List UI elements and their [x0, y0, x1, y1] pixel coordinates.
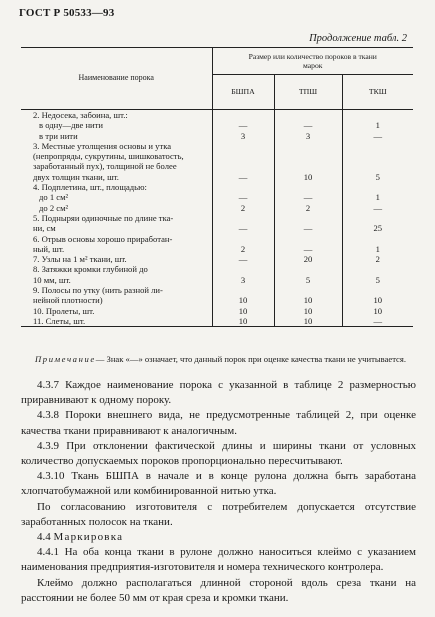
- value-tksh: 25: [373, 223, 383, 234]
- table-row: [21, 141, 413, 151]
- value-tksh: 5: [375, 274, 380, 285]
- table-row: [21, 192, 413, 202]
- table-row: [21, 151, 413, 161]
- defect-name: 11. Слеты, шт.: [21, 316, 212, 327]
- column-header-tpsh: ТПШ: [274, 75, 342, 110]
- value-tksh: 1: [375, 243, 380, 254]
- value-bshpa: 3: [212, 131, 274, 141]
- value-bshpa: —: [212, 120, 274, 130]
- document-header: ГОСТ Р 50533—93: [19, 7, 115, 19]
- value-tpsh: [274, 161, 342, 171]
- value-tksh: [342, 285, 413, 295]
- value-bshpa: —: [212, 192, 274, 202]
- table-row: [21, 172, 413, 182]
- value-bshpa: —: [212, 254, 274, 264]
- value-tpsh: 3: [274, 131, 342, 141]
- value-tksh: [342, 213, 413, 223]
- defect-name: нейной плотности): [21, 295, 212, 305]
- table-row: [21, 110, 413, 121]
- table-note: [21, 354, 413, 365]
- value-bshpa: [212, 285, 274, 295]
- defect-name: 9. Полосы по утку (нить разной ли-: [21, 285, 212, 295]
- value-tpsh: [274, 151, 342, 161]
- table-row: [21, 264, 413, 274]
- paragraph-4-3-10: 4.3.10 Ткань БШПА в начале и в конце рулона должна быть заработана хлопчатобумажной или комбинированной нитью утка.: [21, 470, 416, 498]
- body-text: [21, 378, 416, 606]
- value-bshpa: [212, 161, 274, 171]
- paragraph-4-3-7: 4.3.7 Каждое наименование порока с указанной в таблице 2 размерностью приравнивают к одному пороку.: [21, 379, 416, 407]
- value-tksh: 1: [375, 192, 380, 203]
- defect-name: 8. Затяжки кромки глубиной до: [21, 264, 212, 274]
- value-bshpa: 3: [212, 275, 274, 285]
- value-bshpa: —: [212, 172, 274, 182]
- value-bshpa: 2: [212, 203, 274, 213]
- value-tksh: [342, 161, 413, 171]
- column-header-name: Наименование порока: [21, 48, 212, 110]
- table-row: [21, 234, 413, 244]
- value-bshpa: [212, 110, 274, 121]
- defect-name: 4. Подплетина, шт., площадью:: [21, 182, 212, 192]
- table-row: [21, 120, 413, 130]
- column-header-bshpa: БШПА: [212, 75, 274, 110]
- value-tpsh: 10: [274, 306, 342, 316]
- value-tpsh: [274, 182, 342, 192]
- section-title: Маркировка: [53, 531, 124, 544]
- table-row: [21, 295, 413, 305]
- value-bshpa: 10: [212, 295, 274, 305]
- value-tksh: 5: [375, 171, 380, 182]
- value-tksh: —: [373, 130, 383, 141]
- defect-name: (непропряды, сукрутины, шишковатость,: [21, 151, 212, 161]
- value-tksh: [342, 141, 413, 151]
- value-tksh: 10: [373, 305, 383, 316]
- table-row: [21, 244, 413, 254]
- value-bshpa: [212, 213, 274, 223]
- defect-name: в одну—две нити: [21, 120, 212, 130]
- defect-name: 10 мм, шт.: [21, 275, 212, 285]
- value-bshpa: [212, 151, 274, 161]
- value-tpsh: [274, 285, 342, 295]
- paragraph-4-3-8: 4.3.8 Пороки внешнего вида, не предусмотренные таблицей 2, при оценке качества ткани приравнивают к аналогичным.: [21, 409, 416, 437]
- column-header-tksh: ТКШ: [342, 75, 413, 110]
- value-bshpa: [212, 234, 274, 244]
- table-row: [21, 316, 413, 327]
- defect-name: 6. Отрыв основы хорошо приработан-: [21, 234, 212, 244]
- paragraph-4-3-9: 4.3.9 При отклонении фактической длины и ширины ткани от условных количество допускаемых пороков пропорционально пересчитывают.: [21, 439, 416, 468]
- table-row: [21, 223, 413, 233]
- paragraph-agreement: По согласованию изготовителя с потребителем допускается отсутствие заработанных полосок на ткани.: [21, 500, 416, 528]
- column-header-group: [212, 48, 413, 75]
- value-bshpa: 10: [212, 306, 274, 316]
- section-heading: [21, 530, 416, 545]
- table-row: [21, 275, 413, 285]
- value-tksh: 10: [373, 295, 383, 306]
- value-bshpa: [212, 182, 274, 192]
- value-tpsh: —: [274, 244, 342, 254]
- table-row: [21, 213, 413, 223]
- defect-name: ни, см: [21, 223, 212, 233]
- defect-name: заработанный пух), толщиной не более: [21, 161, 212, 171]
- defect-name: ный, шт.: [21, 244, 212, 254]
- table-row: [21, 254, 413, 264]
- value-tksh: [342, 110, 413, 121]
- defect-name: 2. Недосека, забоина, шт.:: [21, 110, 212, 121]
- defect-name: двух толщин ткани, шт.: [21, 172, 212, 182]
- value-tksh: [342, 182, 413, 192]
- column-group-label: Размер или количество пороков в ткани марок: [248, 52, 377, 70]
- paragraph-4-4-1: 4.4.1 На оба конца ткани в рулоне должно наноситься клеймо с указанием наименования предприятия-изготовителя и номера технического контролера.: [21, 546, 416, 574]
- value-tksh: [342, 234, 413, 244]
- table-body: [21, 110, 413, 327]
- value-tksh: 2: [375, 254, 380, 265]
- value-tpsh: 20: [274, 254, 342, 264]
- value-tpsh: [274, 213, 342, 223]
- defect-name: 7. Узлы на 1 м² ткани, шт.: [21, 254, 212, 264]
- value-tksh: —: [342, 316, 413, 327]
- defects-table: [21, 47, 413, 327]
- value-bshpa: [212, 141, 274, 151]
- table-row: [21, 161, 413, 171]
- value-tksh: [342, 264, 413, 274]
- value-tpsh: 10: [274, 295, 342, 305]
- value-tpsh: 5: [274, 275, 342, 285]
- value-tpsh: [274, 141, 342, 151]
- value-bshpa: [212, 264, 274, 274]
- value-tpsh: [274, 110, 342, 121]
- value-tpsh: [274, 264, 342, 274]
- section-number: 4.4: [37, 531, 51, 544]
- table-row: [21, 285, 413, 295]
- note-text: — Знак «—» означает, что данный порок при оценке качества ткани не учитывается.: [95, 354, 406, 364]
- value-tpsh: 10: [274, 172, 342, 182]
- value-tksh: [342, 151, 413, 161]
- value-tpsh: —: [274, 120, 342, 130]
- defect-name: до 2 см²: [21, 203, 212, 213]
- value-bshpa: —: [212, 223, 274, 233]
- table-row: [21, 203, 413, 213]
- value-tpsh: —: [274, 192, 342, 202]
- value-tpsh: [274, 234, 342, 244]
- table-row: [21, 182, 413, 192]
- defect-name: до 1 см²: [21, 192, 212, 202]
- value-bshpa: 10: [212, 316, 274, 327]
- table-row: [21, 131, 413, 141]
- value-tksh: 1: [375, 120, 380, 131]
- defect-name: 10. Пролеты, шт.: [21, 306, 212, 316]
- value-tpsh: 10: [274, 316, 342, 327]
- defect-name: 3. Местные утолщения основы и утка: [21, 141, 212, 151]
- paragraph-stamp-position: Клеймо должно располагаться длинной стороной вдоль среза ткани на расстоянии не более 50 мм от края среза и кромки ткани.: [21, 576, 416, 604]
- table-continuation-caption: Продолжение табл. 2: [309, 33, 407, 44]
- value-tpsh: 2: [274, 203, 342, 213]
- value-tksh: —: [373, 202, 383, 213]
- note-label: Примечание: [35, 354, 96, 364]
- value-bshpa: 2: [212, 244, 274, 254]
- defect-name: 5. Подныряи одиночные по длине тка-: [21, 213, 212, 223]
- value-tpsh: —: [274, 223, 342, 233]
- defect-name: в три нити: [21, 131, 212, 141]
- table-row: [21, 306, 413, 316]
